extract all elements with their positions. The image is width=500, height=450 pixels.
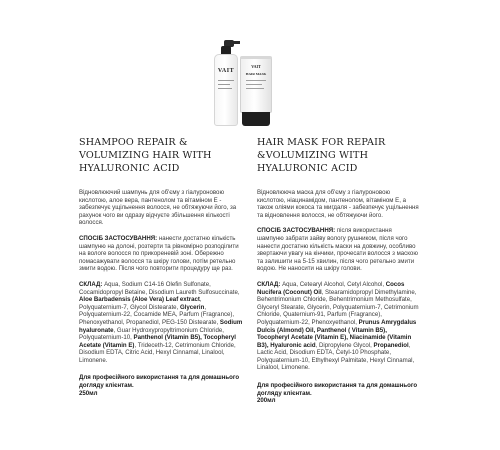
mask-footer [257, 382, 419, 405]
shampoo-ingredient-segment: , Trideceth-12, Cetrimonium Chloride, Disodium EDTA, Citric Acid, Hexyl Cinnamal, Linalool, Limonene. [79, 341, 236, 364]
mask-description: Відновлююча маска для об'єму з гіалуроновою кислотою, ніацинамідом, пантенолом, вітаміном Е, а також оліями кокоса та мигдаля - забезпечує ущільнення та відновлення волосся, не обтяжуючи його. [257, 189, 419, 219]
mask-tube-cap [242, 112, 270, 126]
mask-label-line [246, 84, 262, 85]
mask-ingredient-segment: Prunus Amrygdalus Dulcis (Almond) Oil, Panthenol ( Vitamin B5), Tocopheryl Acetate (Vitamin E), Niacinamide (Vitamin B3), Hyaluronic acid [257, 318, 417, 349]
spray-label-line [218, 80, 234, 81]
mask-ingredient-segment: , Lactic Acid, Disodium EDTA, Cetyl-10 Phosphate, Polyquaternium-10, Ethylhexyl Palmitate, Hexyl Cinnamal, Linalool, Limonene. [257, 341, 415, 372]
shampoo-ingredients [79, 281, 243, 365]
shampoo-ingredient-segment: Aqua, Sodium C14-16 Olefin Sulfonate, Cocamidopropyl Betaine, Disodium Laureth Sulfosuccinate, [79, 280, 240, 296]
spray-bottle [214, 54, 238, 126]
shampoo-description: Відновлюючий шампунь для об'єму з гіалуроновою кислотою, алое вера, пантенолом та вітаміном Е - забезпечує ущільнення волосся, не обтяжуючи його, за рахунок чого ви одразу відчуєте збільшення кількості волосся. [79, 189, 237, 227]
mask-ingredient-segment: Aqua, Cetearyl Alcohol, Cetyl Alcohol, [280, 280, 386, 288]
mask-section [257, 136, 419, 405]
shampoo-ingredient-segment: , Guar Hydroxypropyltrimonium Chloride, Polyquaternium-10, [79, 326, 224, 342]
mask-label-line [246, 80, 266, 81]
mask-title: HAIR MASK FOR REPAIR &VOLUMIZING WITH HYALURONIC ACID [257, 137, 386, 174]
shampoo-title: SHAMPOO REPAIR & VOLUMIZING HAIR WITH HYALURONIC ACID [79, 137, 212, 174]
mask-label-line [246, 88, 264, 89]
mask-ingredient-segment: , Stearamidopropyl Dimethylamine, Behentrimonium Chloride, Behentrimonium Methosulfate, Glyceryl Stearate, Glycerin, Polyquaternium-7, Cetrimonium Chloride, Quaternium-91, Parfum (Fragrance), Polyquaternium-22, Phenoxyethanol, [257, 288, 419, 326]
mask-usage-label: СПОСІБ ЗАСТОСУВАННЯ: [257, 227, 336, 235]
shampoo-usage [79, 235, 243, 273]
mask-footer-note: Для професійного використання та для домашнього догляду клієнтам. [257, 382, 418, 397]
shampoo-ingredient-segment: Sodium hyaluronate [79, 318, 243, 334]
shampoo-ingredient-segment: , Polyquaternium-7, Glycol Distearate, [79, 296, 202, 311]
mask-usage [257, 227, 419, 273]
mask-usage-text: після використання шампуню забрати зайву вологу рушником, після чого нанести достатню кількість маски на довжину, особливо звертаючи увагу на кінчики, прочесати волосся з маскою та залишити на 5-15 хвилин, після чого ретельно змити водою. Не наносити на шкіру голови. [257, 227, 418, 273]
shampoo-ingredient-segment: Panthenol (Vitamin B5), Tocopheryl Acetate (Vitamin E) [79, 334, 236, 349]
mask-ingredients-label: СКЛАД: [257, 280, 281, 288]
mask-ingredient-segment: Cocos Nucifera (Coconut) Oil [257, 280, 405, 296]
shampoo-ingredient-segment: , Polyquaternium-22, Cocamide MEA, Parfum (Fragrance), Phenoxyethanol, Propanediol, PEG-150 Distearate, [79, 303, 235, 326]
spray-bottle-logo: VAIT [217, 68, 235, 74]
mask-tube-logo: VAIT [251, 64, 261, 69]
mask-volume: 200мл [257, 397, 276, 405]
spray-label-line [218, 84, 230, 85]
mask-tube-label: HAIR MASK [245, 72, 267, 76]
mask-ingredients [257, 281, 419, 372]
shampoo-ingredient-segment: Aloe Barbadensis (Aloe Vera) Leaf extract [79, 296, 200, 304]
product-photo [0, 0, 500, 128]
shampoo-ingredient-segment: Glycerin [179, 303, 205, 311]
spray-label-line [218, 88, 232, 89]
mask-ingredient-segment: , Dipropylene Glycol, [315, 341, 374, 349]
shampoo-section [79, 136, 243, 397]
shampoo-usage-text: нанести достатню кількість шампуню на долоні, розтерти та рівномірно розподілити на вологе волосся по прикореневій зоні. Обережно помасажувати волосся та шкіру голови, потім ретельно змити водою. Після чого повторити процедуру ще раз. [79, 234, 239, 273]
shampoo-footer [79, 374, 243, 397]
spray-nozzle [233, 41, 240, 44]
shampoo-volume: 250мл [79, 389, 98, 397]
shampoo-usage-label: СПОСІБ ЗАСТОСУВАННЯ: [79, 234, 158, 242]
mask-ingredient-segment: Propanediol [373, 341, 409, 349]
shampoo-ingredients-label: СКЛАД: [79, 280, 103, 288]
shampoo-footer-note: Для професійного використання та для домашнього догляду клієнтам. [79, 374, 240, 390]
